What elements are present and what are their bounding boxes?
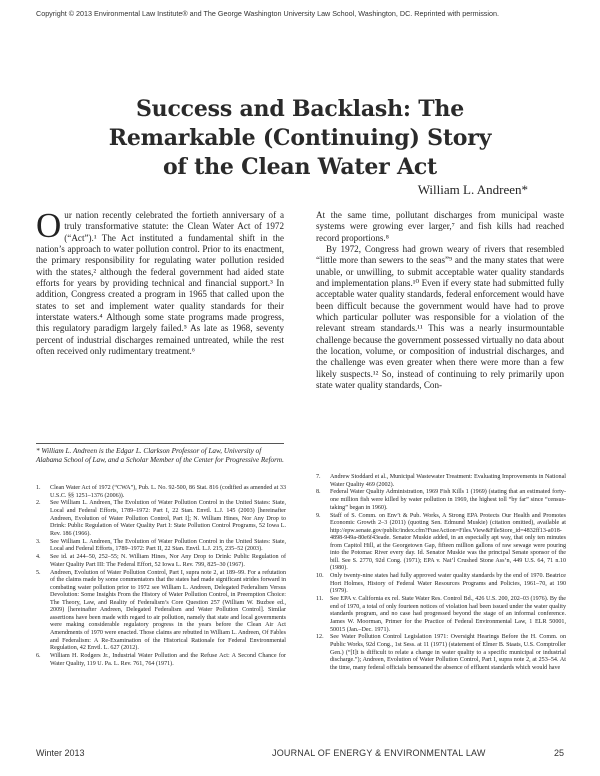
journal-name: JOURNAL OF ENERGY & ENVIRONMENTAL LAW	[272, 748, 486, 758]
footnote: 11. See EPA v. California ex rel. State Water Res. Control Bd., 426 U.S. 200, 202–03 (1976). By the end of 1970, a total of only fourteen notices of violation had been issued under the water quality standards program, and no case had progressed beyond the stage of an informal conference. James W. Moorman, Primer for the Practice of Federal Environmental Law, 1 ELR 50001, 50015 (Jan.–Dec. 1971).	[316, 596, 566, 633]
footnote: 3. See William L. Andreen, The Evolution of Water Pollution Control in the United States: State, Local and Federal Efforts, 1789–1972: Part II, 22 Stan. Envtl. L.J. 215, 235–52 (2003).	[36, 538, 286, 553]
title-line-1: Success and Backlash: The	[135, 96, 465, 122]
footnote: 1. Clean Water Act of 1972 (“CWA”), Pub. L. No. 92-500, 86 Stat. 816 (codified as amended at 33 U.S.C. §§ 1251–1376 (2006)).	[36, 485, 286, 499]
footnote: 5. Andreen, Evolution of Water Pollution Control, Part I, supra note 2, at 189–99. For a refutation of the claims made by some commentators that the states had made significant strides forward in combating water pollution prior to 1972 see William L. Andreen, Delegated Federalism Versus Devolution: Some Insights From the History of Water Pollution Control, in Preemption Choice: The Theory, Law, and Reality of Federalism’s Core Question 257 (William W. Buzbee ed., 2009) [hereinafter Andreen, Delegated Federalism and Water Pollution Control]. Similar assertions have been made with regard to air pollution, namely that state and local governments were making considerable regulatory progress in the years before the Clean Air Act Amendments of 1970 were enacted. Those claims are rebutted in William L. Andreen, Of Fables and Federalism: A Re-Examination of the Historical Rationale for Federal Environmental Regulation, 42 Envtl. L. 627 (2012).	[36, 569, 286, 652]
footnote: 4. See id. at 244–50, 252–55; N. William Hines, Nor Any Drop to Drink: Public Regulation of Water Quality Part III: The Federal Effort, 52 Iowa L. Rev. 799, 825–30 (1967).	[36, 554, 286, 568]
left-paragraph-1	[36, 206, 284, 357]
footnote-divider	[36, 443, 284, 444]
left-paragraph-1-text: ur nation recently celebrated the fortieth anniversary of a truly transformative statute: the Clean Water Act of 1972 (“Act”).¹ The Act instituted a fundamental shift in the nation’s approach to water pollution control. Prior to its enactment, the primary responsibility for regulating water pollution resided with the states,² although the federal government had aided state efforts for years by providing technical and financial support.³ In addition, Congress created a program in 1965 that called upon the states to set and implement water quality standards for their interstate waters.⁴ Although some state programs made progress, this regulatory paradigm largely failed.⁵ As late as 1968, seventy percent of industrial discharges remained untreated, while the rest often received only rudimentary treatment.⁶	[36, 210, 284, 357]
footnote: 8. Federal Water Quality Administration, 1969 Fish Kills 1 (1969) (stating that an estimated forty-one million fish were killed by water pollution in 1969, the highest toll “by far” since “census-taking” began in 1960).	[316, 489, 566, 511]
footnote: 6. William H. Rodgers Jr., Industrial Water Pollution and the Refuse Act: A Second Chance for Water Quality, 119 U. Pa. L. Rev. 761, 764 (1971).	[36, 652, 286, 667]
title-line-2: Remarkable (Continuing) Story	[108, 125, 492, 151]
title-line-3: of the Clean Water Act	[162, 154, 438, 180]
right-column	[316, 210, 564, 392]
footnotes-left	[36, 485, 286, 668]
footnote: 10. Only twenty-nine states had fully approved water quality standards by the end of 1970. Beatrice Hort Holmes, History of Federal Water Resources Programs and Policies, 1961–70, at 190 (1979).	[316, 573, 566, 595]
author-note: * William L. Andreen is the Edgar L. Clarkson Professor of Law, University of Alabama School of Law, and a Scholar Member of the Center for Progressive Reform.	[36, 447, 284, 464]
footnote: 12. See Water Pollution Control Legislation 1971: Oversight Hearings Before the H. Comm. on Public Works, 92d Cong., 1st Sess. at 11 (1971) (statement of Elmer B. Staats, U.S. Comptroller Gen.) (“[I]t is difficult to relate a change in water quality to a specific municipal or industrial discharge.”); Andreen, Evolution of Water Pollution Control, Part I, supra note 2, at 253–54. At the time, many federal officials bemoaned the absence of effluent standards which would have	[316, 634, 566, 671]
footnotes-right	[316, 474, 566, 673]
footnote: 7. Andrew Stoddard et al., Municipal Wastewater Treatment: Evaluating Improvements in National Water Quality 469 (2002).	[316, 474, 566, 488]
author-name: William L. Andreen*	[417, 182, 528, 197]
copyright-notice: Copyright © 2013 Environmental Law Institute® and The George Washington University Law School, Washington, DC. Reprinted with permission.	[36, 9, 499, 18]
right-paragraph-1: At the same time, pollutant discharges from municipal waste systems were growing ever larger,⁷ and fish kills had reached record proportions.⁸	[316, 210, 564, 243]
left-column	[36, 206, 284, 357]
article-title	[40, 95, 560, 182]
footnote: 9. Staff of S. Comm. on Env’t & Pub. Works, A Strong EPA Protects Our Health and Promotes Economic Growth 2–3 (2011) (quoting Sen. Edmund Muskie) (citation omitted), available at http://epw.senate.gov/public/index.cfm?FuseAction=Files.View&FileStore_id=4832ff13-a018-4898-949a-80e6f43eade. Senator Muskie added, in an especially apt way, that only ten minutes from Capitol Hill, at the Georgetown Gap, fifteen million gallons of raw sewage were pouring into the Potomac River every day. Id. Senator Muskie was the principal Senate sponsor of the bill. See S. 2770, 92d Cong. (1971); EPA v. Nat’l Crushed Stone Ass’n, 449 U.S. 64, 71 n.10 (1980).	[316, 512, 566, 572]
footnote: 2. See William L. Andreen, The Evolution of Water Pollution Control in the United States: State, Local and Federal Efforts, 1789–1972: Part I, 22 Stan. Envtl. L.J. 145 (2003) [hereinafter Andreen, Evolution of Water Pollution Control, Part I]; N. William Hines, Nor Any Drop to Drink: Public Regulation of Water Quality Part I: State Pollution Control Programs, 52 Iowa L. Rev. 186 (1966).	[36, 500, 286, 537]
drop-cap: O	[36, 206, 62, 245]
page-number: 25	[553, 748, 564, 758]
issue-date: Winter 2013	[36, 748, 85, 758]
right-paragraph-2: By 1972, Congress had grown weary of rivers that resembled “little more than sewers to the seas”⁹ and the many states that were unable, or unwilling, to submit acceptable water quality standards and implementation plans.¹⁰ Even if every state had submitted fully acceptable water quality standards, federal enforcement would have been difficult because the government would have had to prove which particular polluter was responsible for a violation of the relevant stream standards.¹¹ This was a nearly insurmountable challenge because the government possessed virtually no data about the location, volume, or composition of industrial discharges, and the challenge was even greater when there were more than a few likely suspects.¹² So, instead of continuing to rely primarily upon state water quality standards, Con-	[316, 244, 564, 391]
